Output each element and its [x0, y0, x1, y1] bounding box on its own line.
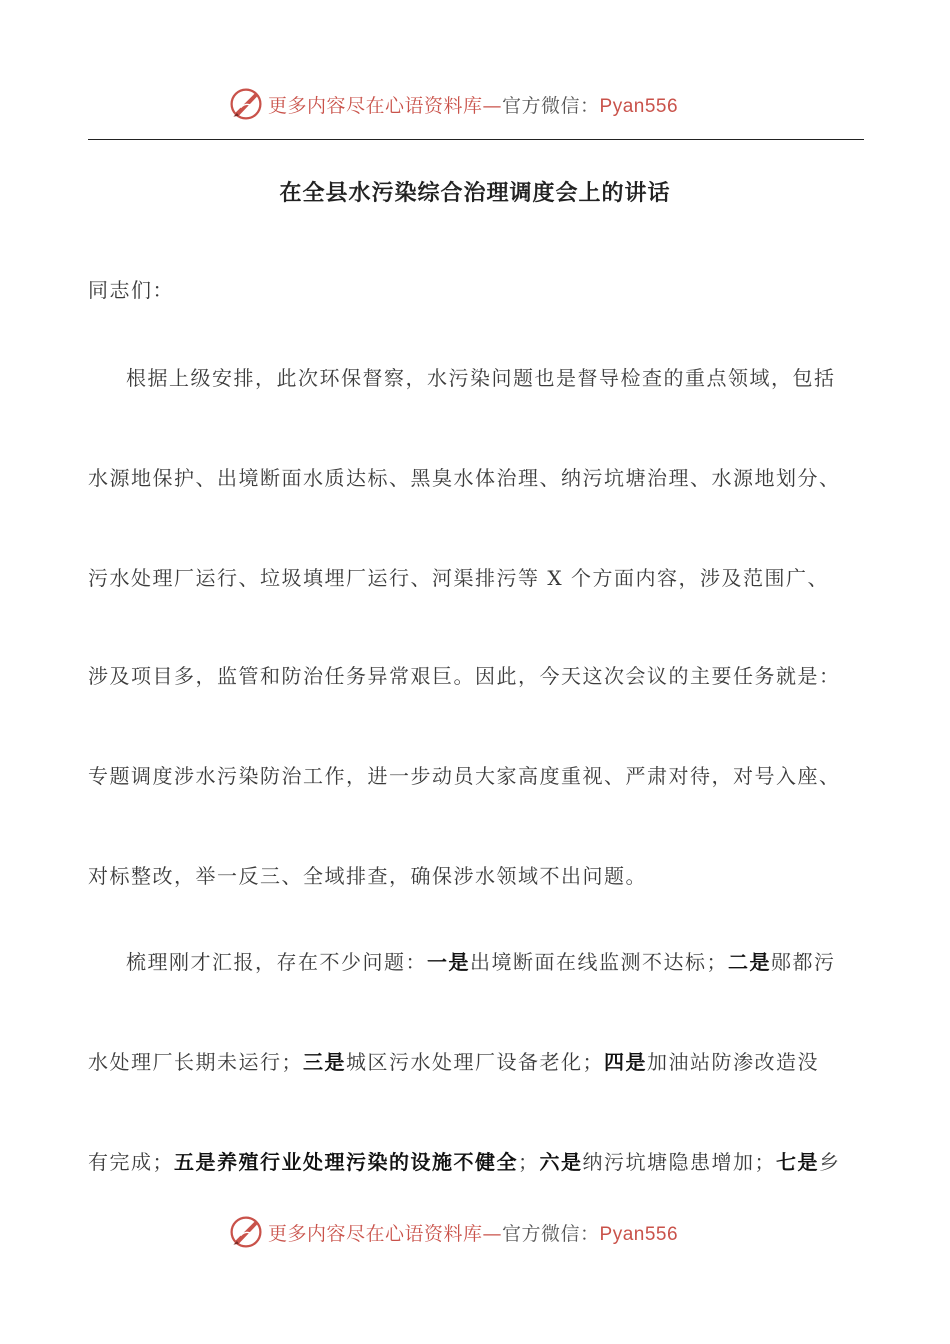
- banner-title: 更多内容尽在心语资料库: [268, 94, 483, 117]
- paragraph-line: [88, 1146, 868, 1175]
- text-run: 乡: [819, 1150, 841, 1174]
- text-run: 加油站防渗改造没: [647, 1050, 819, 1074]
- banner-separator: —: [482, 1222, 503, 1245]
- bold-run: 一是: [427, 950, 470, 974]
- paragraph-line: 涉及项目多，监管和防治任务异常艰巨。因此，今天这次会议的主要任务就是：: [88, 664, 841, 688]
- pen-logo-icon: [228, 1214, 264, 1250]
- paragraph-line: 污水处理厂运行、垃圾填埋厂运行、河渠排污等 X 个方面内容，涉及范围广、: [88, 566, 829, 590]
- text-run: 梳理刚才汇报，存在不少问题：: [126, 950, 427, 974]
- bold-run: 六是: [539, 1150, 583, 1174]
- text-run: 郧都污: [771, 950, 836, 974]
- paragraph-line: 对标整改，举一反三、全域排查，确保涉水领域不出问题。: [88, 864, 647, 888]
- banner-title: 更多内容尽在心语资料库: [268, 1222, 483, 1245]
- bold-run: 七是: [776, 1150, 819, 1174]
- paragraph-line: 根据上级安排，此次环保督察，水污染问题也是督导检查的重点领域，包括: [126, 366, 836, 390]
- banner-wechat-id: Pyan556: [599, 95, 679, 117]
- pen-logo-icon: [228, 86, 264, 122]
- paragraph-line: 专题调度涉水污染防治工作，进一步动员大家高度重视、严肃对待，对号入座、: [88, 764, 841, 788]
- footer-banner: [0, 1210, 950, 1254]
- text-run: 有完成；: [88, 1150, 174, 1174]
- paragraph-line: [88, 1046, 868, 1075]
- paragraph-line: 水源地保护、出境断面水质达标、黑臭水体治理、纳污坑塘治理、水源地划分、: [88, 466, 841, 490]
- text-run: 水处理厂长期未运行；: [88, 1050, 303, 1074]
- text-run: 城区污水处理厂设备老化；: [346, 1050, 604, 1074]
- text-run: 纳污坑塘隐患增加；: [582, 1150, 776, 1174]
- salutation: 同志们：: [88, 278, 174, 302]
- document-title: 在全县水污染综合治理调度会上的讲话: [279, 181, 671, 206]
- header-banner: [0, 82, 950, 126]
- bold-run: 三是: [303, 1050, 346, 1074]
- banner-wechat-label: 官方微信：: [502, 1222, 600, 1245]
- text-run: 出境断面在线监测不达标；: [470, 950, 728, 974]
- bold-run: 二是: [728, 950, 771, 974]
- banner-wechat-label: 官方微信：: [502, 94, 600, 117]
- paragraph-line: [126, 946, 906, 975]
- bold-run: 四是: [604, 1050, 647, 1074]
- bold-run: 五是养殖行业处理污染的设施不健全: [174, 1150, 518, 1174]
- banner-wechat-id: Pyan556: [599, 1223, 679, 1245]
- header-rule: [88, 139, 864, 140]
- banner-separator: —: [482, 94, 503, 117]
- text-run: ；: [518, 1150, 540, 1174]
